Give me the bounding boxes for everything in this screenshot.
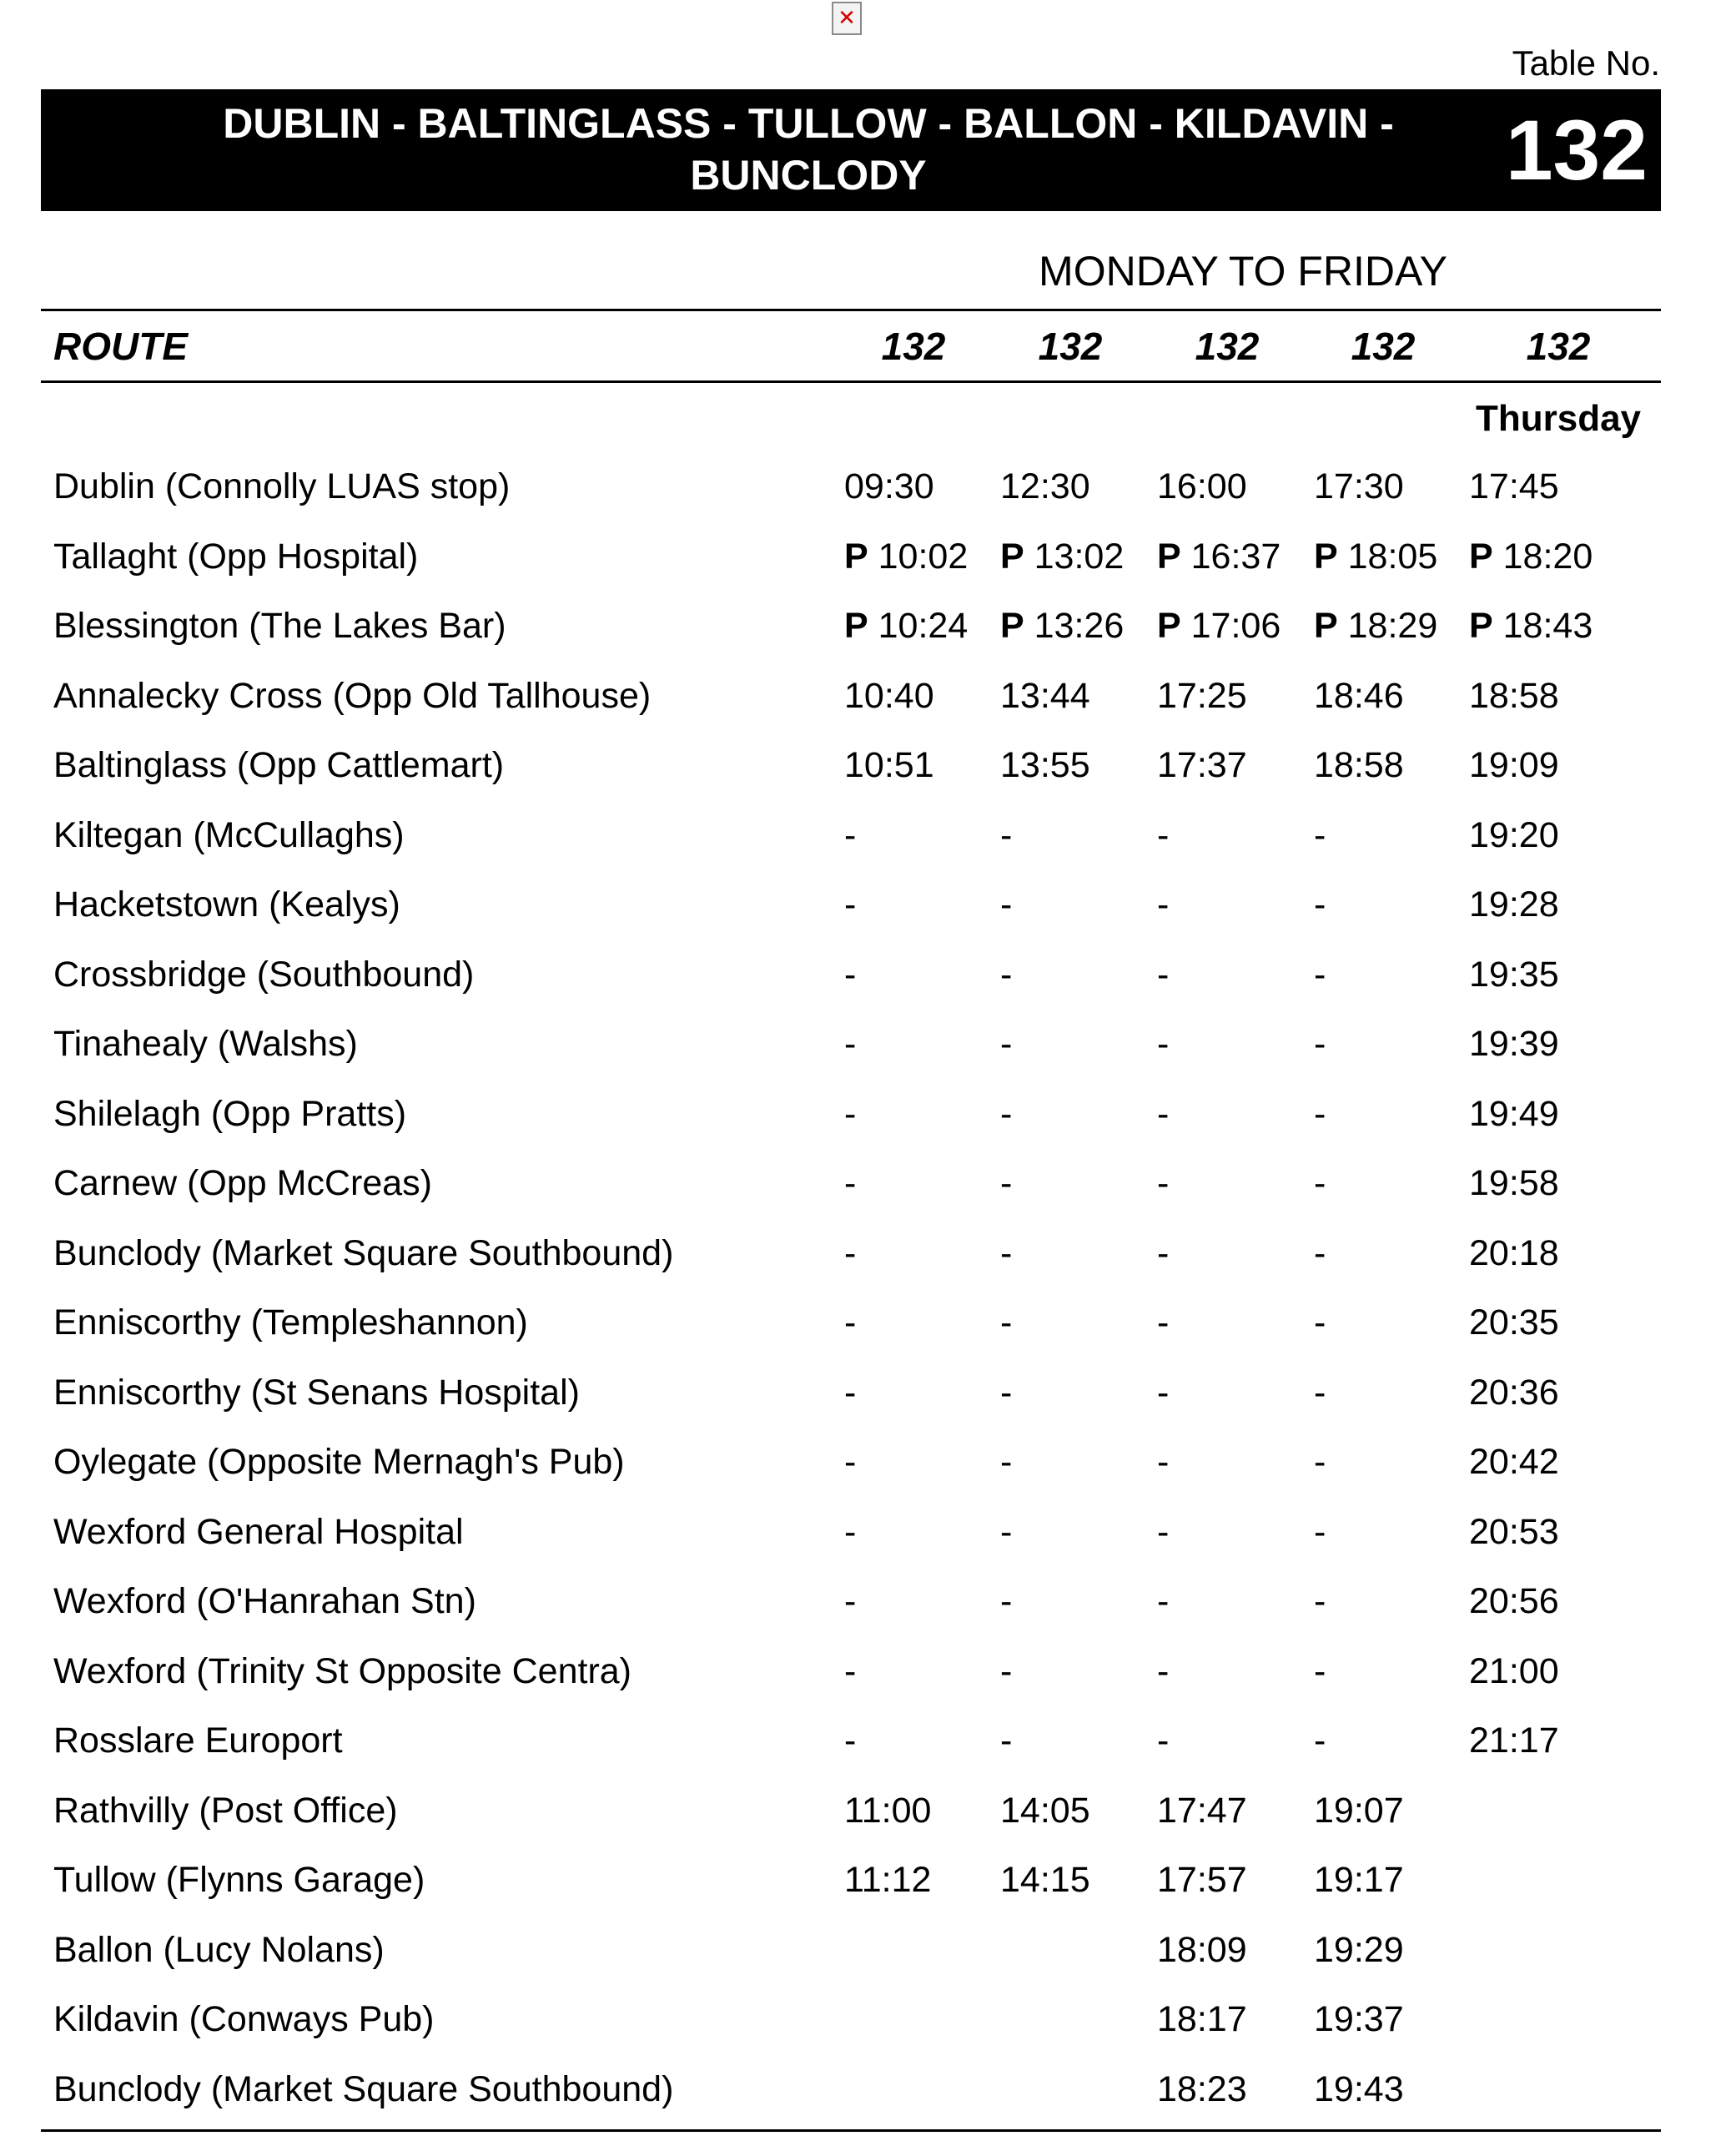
stop-name: Enniscorthy (Templeshannon) bbox=[53, 1302, 528, 1343]
departure-time: - bbox=[1314, 1233, 1326, 1273]
departure-time: - bbox=[1157, 1720, 1170, 1761]
departure-time: - bbox=[1314, 1302, 1326, 1343]
departure-time: - bbox=[1157, 815, 1170, 855]
departure-time: 19:39 bbox=[1469, 1024, 1559, 1064]
departure-time: - bbox=[1000, 1651, 1013, 1691]
service-column-header: 132 bbox=[1526, 325, 1591, 368]
departure-time: - bbox=[1000, 1373, 1013, 1413]
departure-time: 18:09 bbox=[1157, 1930, 1247, 1970]
stop-name: Wexford (Trinity St Opposite Centra) bbox=[53, 1651, 632, 1691]
departure-time: 19:58 bbox=[1469, 1163, 1559, 1203]
departure-time: - bbox=[1314, 1581, 1326, 1621]
departure-time: P 18:20 bbox=[1469, 537, 1593, 577]
table-no-label: Table No. bbox=[1512, 43, 1660, 83]
title-bar bbox=[41, 89, 1661, 211]
departure-time: 11:00 bbox=[844, 1791, 932, 1831]
departure-time: 11:12 bbox=[844, 1860, 932, 1900]
stop-name: Oylegate (Opposite Mernagh's Pub) bbox=[53, 1442, 625, 1482]
departure-time: - bbox=[1314, 955, 1326, 995]
departure-time: 19:35 bbox=[1469, 955, 1559, 995]
stop-name: Rosslare Europort bbox=[53, 1720, 343, 1761]
departure-time: 19:17 bbox=[1314, 1860, 1404, 1900]
departure-time: P 16:37 bbox=[1157, 537, 1281, 577]
stop-name: Annalecky Cross (Opp Old Tallhouse) bbox=[53, 676, 652, 716]
departure-time: - bbox=[1000, 1581, 1013, 1621]
departure-time: - bbox=[1314, 1024, 1326, 1064]
table-bottom-rule bbox=[41, 2129, 1661, 2132]
route-column-header: ROUTE bbox=[53, 325, 188, 368]
departure-time: 17:45 bbox=[1469, 466, 1559, 506]
departure-time: - bbox=[1000, 1720, 1013, 1761]
departure-time: - bbox=[1157, 1581, 1170, 1621]
departure-time: P 13:02 bbox=[1000, 537, 1125, 577]
stop-name: Shilelagh (Opp Pratts) bbox=[53, 1094, 407, 1134]
departure-time: - bbox=[1157, 1024, 1170, 1064]
departure-time: - bbox=[1314, 1651, 1326, 1691]
departure-time: - bbox=[1000, 1233, 1013, 1273]
departure-time: - bbox=[1314, 1512, 1326, 1552]
thursday-note: Thursday bbox=[1475, 398, 1642, 439]
departure-time: - bbox=[844, 884, 857, 924]
departure-time: 21:17 bbox=[1469, 1720, 1559, 1761]
route-title: DUBLIN - BALTINGLASS - TULLOW - BALLON - KILDAVIN - BUNCLODY bbox=[223, 100, 1394, 199]
departure-time: - bbox=[1000, 1512, 1013, 1552]
departure-time: - bbox=[1000, 1163, 1013, 1203]
departure-time: 10:40 bbox=[844, 676, 934, 716]
departure-time: 21:00 bbox=[1469, 1651, 1559, 1691]
stop-name: Tinahealy (Walshs) bbox=[53, 1024, 358, 1064]
stop-name: Rathvilly (Post Office) bbox=[53, 1791, 398, 1831]
departure-time: - bbox=[1157, 1651, 1170, 1691]
departure-time: 19:09 bbox=[1469, 745, 1559, 785]
departure-time: 20:35 bbox=[1469, 1302, 1559, 1343]
stop-name: Crossbridge (Southbound) bbox=[53, 955, 475, 995]
departure-time: - bbox=[1000, 1442, 1013, 1482]
departure-time: 17:47 bbox=[1157, 1791, 1247, 1831]
stop-name: Enniscorthy (St Senans Hospital) bbox=[53, 1373, 580, 1413]
stop-name: Dublin (Connolly LUAS stop) bbox=[53, 466, 511, 506]
departure-time: - bbox=[1000, 1302, 1013, 1343]
departure-time: - bbox=[1314, 1442, 1326, 1482]
departure-time: 17:57 bbox=[1157, 1860, 1247, 1900]
departure-time: P 17:06 bbox=[1157, 606, 1281, 646]
table-number: 132 bbox=[1505, 103, 1648, 198]
departure-time: P 18:05 bbox=[1314, 537, 1438, 577]
departure-time: - bbox=[844, 1373, 857, 1413]
departure-time: - bbox=[1000, 815, 1013, 855]
departure-time: - bbox=[1157, 1442, 1170, 1482]
stop-name: Kiltegan (McCullaghs) bbox=[53, 815, 405, 855]
service-column-header: 132 bbox=[1195, 325, 1260, 368]
departure-time: 20:42 bbox=[1469, 1442, 1559, 1482]
departure-time: - bbox=[844, 1512, 857, 1552]
departure-time: - bbox=[844, 1094, 857, 1134]
departure-time: - bbox=[1000, 1094, 1013, 1134]
departure-time: - bbox=[1314, 1163, 1326, 1203]
departure-time: - bbox=[1157, 1094, 1170, 1134]
departure-time: - bbox=[1314, 1720, 1326, 1761]
departure-time: 20:18 bbox=[1469, 1233, 1559, 1273]
departure-time: - bbox=[1000, 955, 1013, 995]
departure-time: - bbox=[1157, 1373, 1170, 1413]
departure-time: - bbox=[1000, 884, 1013, 924]
departure-time: P 10:24 bbox=[844, 606, 969, 646]
departure-time: - bbox=[844, 1302, 857, 1343]
departure-time: 19:20 bbox=[1469, 815, 1559, 855]
departure-time: 13:44 bbox=[1000, 676, 1090, 716]
departure-time: - bbox=[844, 1720, 857, 1761]
departure-time: - bbox=[844, 1651, 857, 1691]
departure-time: 18:58 bbox=[1469, 676, 1559, 716]
stop-name: Baltinglass (Opp Cattlemart) bbox=[53, 745, 505, 785]
departure-time: 18:17 bbox=[1157, 1999, 1247, 2039]
stop-name: Tullow (Flynns Garage) bbox=[53, 1860, 425, 1900]
departure-time: 20:36 bbox=[1469, 1373, 1559, 1413]
departure-time: - bbox=[1157, 955, 1170, 995]
departure-time: - bbox=[844, 1163, 857, 1203]
departure-time: 19:37 bbox=[1314, 1999, 1404, 2039]
departure-time: - bbox=[844, 1233, 857, 1273]
departure-time: 13:55 bbox=[1000, 745, 1090, 785]
stop-name: Wexford General Hospital bbox=[53, 1512, 464, 1552]
header-bottom-rule bbox=[41, 380, 1661, 383]
departure-time: 14:05 bbox=[1000, 1791, 1090, 1831]
stop-name: Bunclody (Market Square Southbound) bbox=[53, 1233, 674, 1273]
departure-time: - bbox=[844, 1442, 857, 1482]
service-column-header: 132 bbox=[1038, 325, 1103, 368]
departure-time: 19:43 bbox=[1314, 2069, 1404, 2109]
departure-time: P 18:43 bbox=[1469, 606, 1593, 646]
service-column-header: 132 bbox=[1351, 325, 1416, 368]
departure-time: - bbox=[1157, 1302, 1170, 1343]
departure-time: 19:28 bbox=[1469, 884, 1559, 924]
stop-name: Wexford (O'Hanrahan Stn) bbox=[53, 1581, 476, 1621]
departure-time: 18:46 bbox=[1314, 676, 1404, 716]
departure-time: 18:58 bbox=[1314, 745, 1404, 785]
departure-time: - bbox=[844, 815, 857, 855]
departure-time: 19:29 bbox=[1314, 1930, 1404, 1970]
departure-time: - bbox=[1000, 1024, 1013, 1064]
departure-time: P 13:26 bbox=[1000, 606, 1125, 646]
departure-time: 20:53 bbox=[1469, 1512, 1559, 1552]
broken-image-icon: ✕ bbox=[832, 2, 862, 35]
departure-time: 17:30 bbox=[1314, 466, 1404, 506]
departure-time: - bbox=[1314, 1373, 1326, 1413]
departure-time: - bbox=[1314, 1094, 1326, 1134]
departure-time: 09:30 bbox=[844, 466, 934, 506]
departure-time: P 18:29 bbox=[1314, 606, 1438, 646]
departure-time: 16:00 bbox=[1157, 466, 1247, 506]
stop-name: Carnew (Opp McCreas) bbox=[53, 1163, 432, 1203]
stop-name: Tallaght (Opp Hospital) bbox=[53, 537, 419, 577]
departure-time: 12:30 bbox=[1000, 466, 1090, 506]
departure-time: 19:07 bbox=[1314, 1791, 1404, 1831]
departure-time: 14:15 bbox=[1000, 1860, 1090, 1900]
days-label: MONDAY TO FRIDAY bbox=[1039, 248, 1447, 295]
departure-time: 20:56 bbox=[1469, 1581, 1559, 1621]
departure-time: - bbox=[1314, 884, 1326, 924]
departure-time: 10:51 bbox=[844, 745, 934, 785]
header-top-rule bbox=[41, 309, 1661, 311]
departure-time: - bbox=[1157, 1233, 1170, 1273]
departure-time: - bbox=[1157, 1512, 1170, 1552]
departure-time: - bbox=[844, 955, 857, 995]
stop-name: Blessington (The Lakes Bar) bbox=[53, 606, 506, 646]
departure-time: - bbox=[1157, 884, 1170, 924]
departure-time: P 10:02 bbox=[844, 537, 969, 577]
departure-time: 18:23 bbox=[1157, 2069, 1247, 2109]
stop-name: Ballon (Lucy Nolans) bbox=[53, 1930, 385, 1970]
departure-time: 19:49 bbox=[1469, 1094, 1559, 1134]
departure-time: - bbox=[844, 1581, 857, 1621]
departure-time: - bbox=[844, 1024, 857, 1064]
departure-time: 17:37 bbox=[1157, 745, 1247, 785]
service-column-header: 132 bbox=[881, 325, 946, 368]
stop-name: Hacketstown (Kealys) bbox=[53, 884, 400, 924]
stop-name: Kildavin (Conways Pub) bbox=[53, 1999, 435, 2039]
stop-name: Bunclody (Market Square Southbound) bbox=[53, 2069, 674, 2109]
departure-time: 17:25 bbox=[1157, 676, 1247, 716]
departure-time: - bbox=[1314, 815, 1326, 855]
departure-time: - bbox=[1157, 1163, 1170, 1203]
